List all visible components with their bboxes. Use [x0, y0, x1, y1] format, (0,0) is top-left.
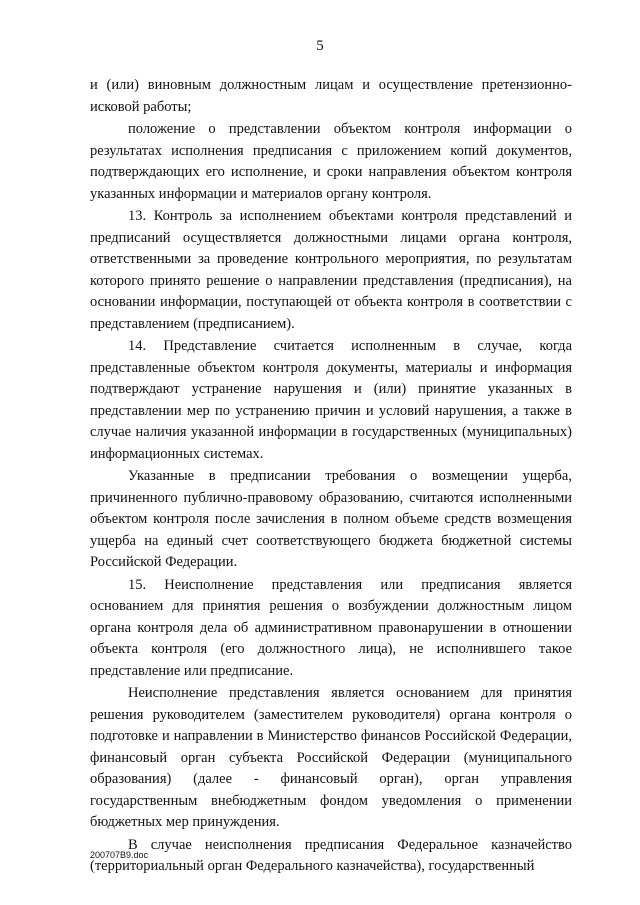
paragraph-treasury: В случае неисполнения предписания Федеральное казначейство (территориальный орган Федерального казначейства), государственный	[90, 836, 572, 874]
paragraph-clause-13: 13. Контроль за исполнением объектами контроля представлений и предписаний осуществляется должностными лицами органа контроля, ответственными за проведение контрольного мероприятия, по результатам которого принято решение о направлении представления (предписания), на основании информации, поступающей от объекта контроля в соответствии с представлением (предписанием).	[90, 208, 572, 332]
paragraph-clause-15: 15. Неисполнение представления или предписания является основанием для принятия решения о возбуждении должностным лицом органа контроля дела об административном правонарушении в отношении объекта контроля (его должностного лица), не исполнившего такое представление или предписание.	[90, 576, 572, 679]
document-body	[90, 75, 572, 878]
paragraph-regulation-provision: положение о представлении объектом контроля информации о результатах исполнения предписания с приложением копий документов, подтверждающих его исполнение, и сроки направления объектом контроля указанных информации и материалов органу контроля.	[90, 121, 572, 202]
page-number: 5	[316, 38, 324, 54]
paragraph-clause-14: 14. Представление считается исполненным в случае, когда представленные объектом контроля документы, материалы и информация подтверждают устранение нарушения и (или) принятие указанных в представлении мер по устранению причин и условий нарушения, а также в случае наличия указанной информации в государственных (муниципальных) информационных системах.	[90, 338, 572, 462]
footer-file-code: 200707B9.doc	[90, 850, 149, 860]
paragraph-continuation: и (или) виновным должностным лицам и осуществление претензионно-исковой работы;	[90, 77, 572, 115]
paragraph-damage-compensation: Указанные в предписании требования о возмещении ущерба, причиненного публично-правовому образованию, считаются исполненными объектом контроля после зачисления в полном объеме средств возмещения ущерба на единый счет соответствующего бюджета бюджетной системы Российской Федерации.	[90, 468, 572, 570]
paragraph-non-execution-notice: Неисполнение представления является основанием для принятия решения руководителем (заместителем руководителя) органа контроля о подготовке и направлении в Министерство финансов Российской Федерации, финансовый орган субъекта Российской Федерации (муниципального образования) (далее - финансовый орган), орган управления государственным внебюджетным фондом уведомления о применении бюджетных мер принуждения.	[90, 685, 572, 830]
